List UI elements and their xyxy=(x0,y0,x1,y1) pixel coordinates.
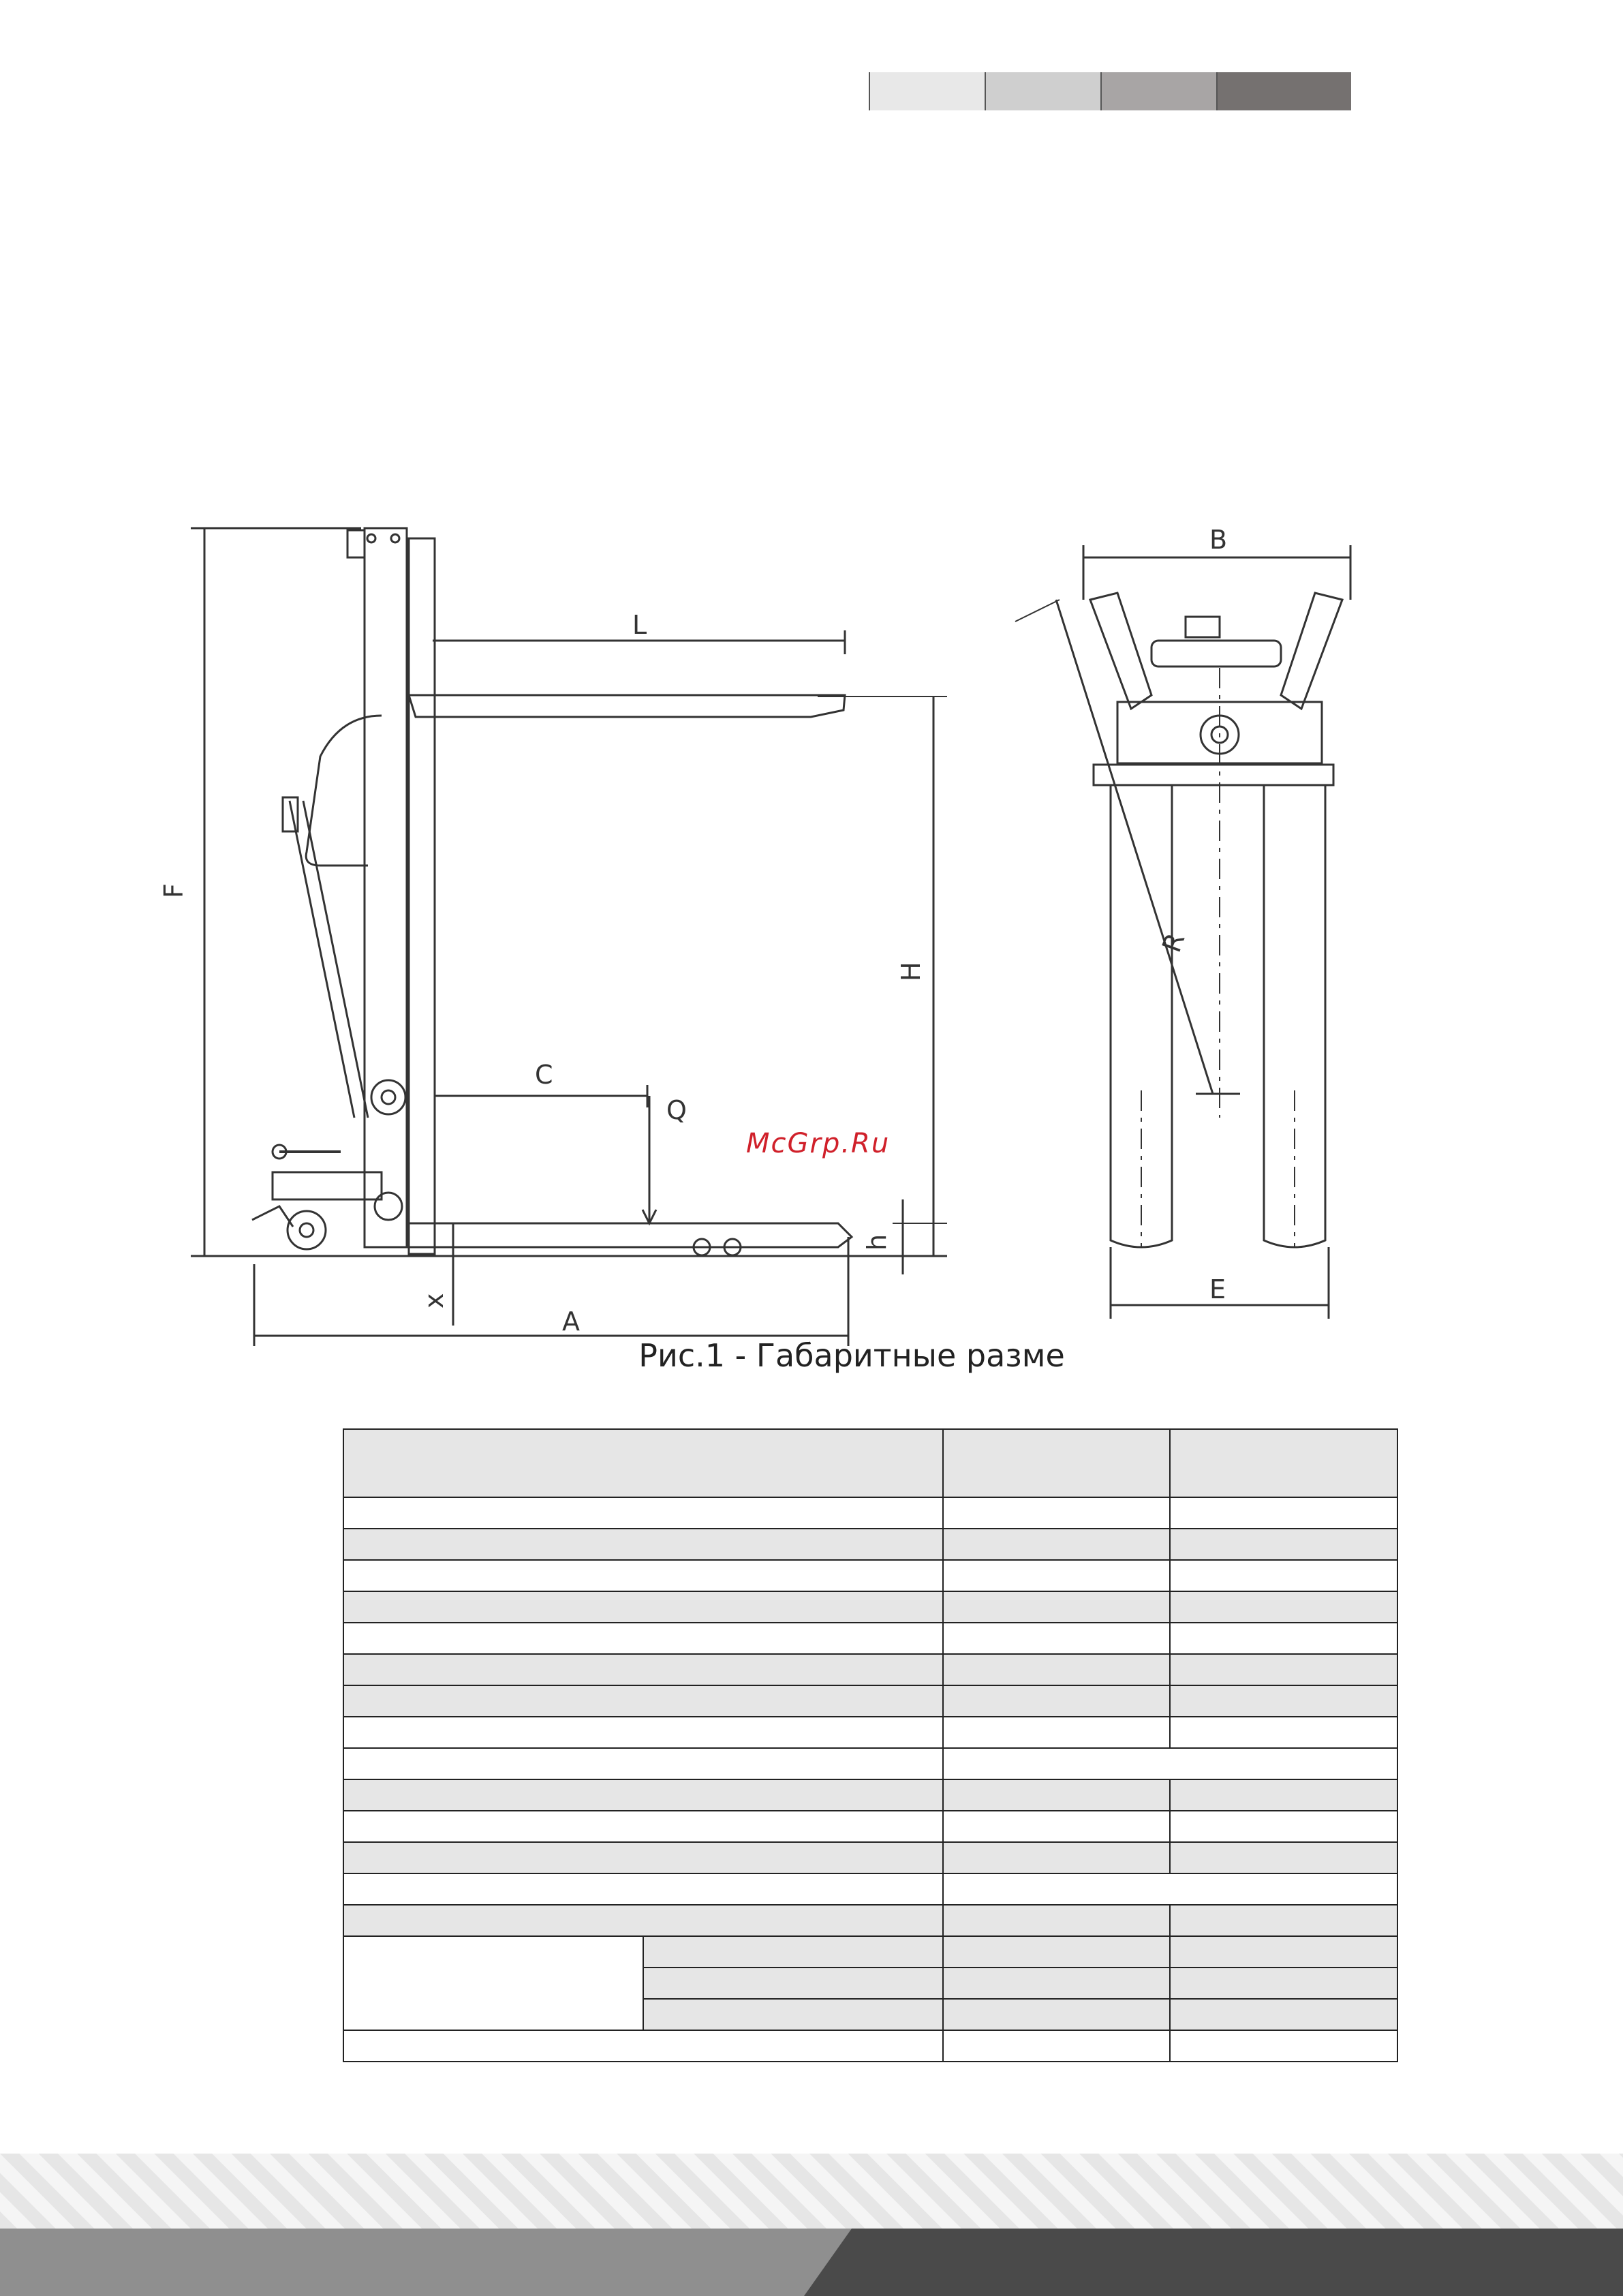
dim-label-x: x xyxy=(419,1293,449,1308)
table-row xyxy=(343,1560,1397,1591)
table-row xyxy=(343,2030,1397,2062)
dim-label-h-small: h xyxy=(862,1234,892,1251)
dim-label-c: C xyxy=(535,1060,553,1090)
footer-band xyxy=(0,2154,1623,2296)
dim-label-l: L xyxy=(632,610,647,640)
dim-label-q: Q xyxy=(666,1095,687,1125)
table-row xyxy=(343,1591,1397,1623)
table-row xyxy=(343,1905,1397,1936)
figure-caption: Рис.1 - Габаритные разме xyxy=(638,1337,1065,1374)
table-row xyxy=(343,1748,1397,1779)
table-row xyxy=(343,1654,1397,1685)
table-row xyxy=(343,1685,1397,1717)
spec-table xyxy=(343,1428,1398,2062)
dim-label-b: B xyxy=(1209,525,1228,555)
table-row xyxy=(343,1623,1397,1654)
dim-label-a: A xyxy=(562,1306,580,1336)
table-row xyxy=(343,1936,1397,1968)
watermark: McGrp.Ru xyxy=(746,1128,891,1159)
dim-label-f: F xyxy=(159,883,189,898)
table-row xyxy=(343,1717,1397,1748)
dim-label-r: R xyxy=(1156,929,1191,957)
dim-label-e: E xyxy=(1209,1274,1226,1304)
table-row xyxy=(343,1497,1397,1529)
table-row xyxy=(343,1529,1397,1560)
dim-label-h: H xyxy=(896,962,926,981)
table-row xyxy=(343,1842,1397,1873)
table-row xyxy=(343,1873,1397,1905)
table-row xyxy=(343,1811,1397,1842)
table-row xyxy=(343,1779,1397,1811)
table-header-row xyxy=(343,1429,1397,1497)
